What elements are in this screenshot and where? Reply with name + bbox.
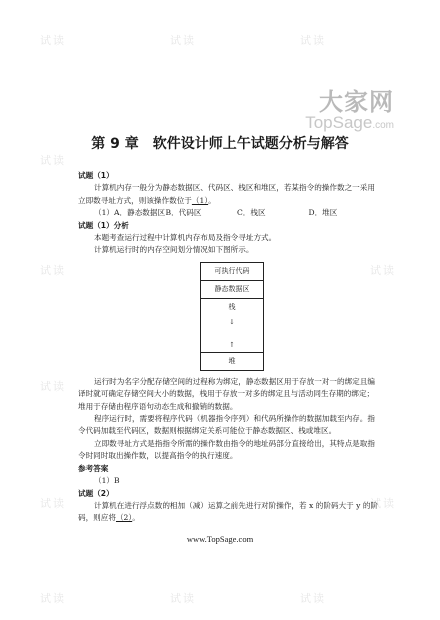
watermark: 试读	[170, 34, 196, 47]
memory-layout-diagram	[200, 262, 264, 371]
question-1-options	[78, 207, 380, 219]
option-d: D．堆区	[308, 208, 338, 218]
watermark: 试读	[370, 497, 396, 510]
option-c: C．栈区	[237, 208, 266, 218]
analysis-1-label: 试题（1）分析	[78, 220, 129, 230]
question-1-end: 。	[208, 195, 216, 205]
logo-en-name: TopSage	[305, 113, 373, 132]
chapter-title: 第 9 章 软件设计师上午试题分析与解答	[91, 136, 349, 152]
logo-cn-text: 大家网	[319, 88, 394, 116]
watermark: 试读	[40, 592, 66, 605]
watermark: 试读	[170, 592, 196, 605]
question-2-end: 。	[132, 513, 140, 523]
page-content	[78, 170, 380, 525]
question-1-label: 试题（1）	[78, 171, 114, 180]
watermark: 试读	[300, 592, 326, 605]
footer-url[interactable]: www.TopSage.com	[186, 534, 254, 544]
option-a: （1）A．静态数据区	[94, 208, 166, 218]
watermark: 试读	[40, 264, 66, 277]
analysis-1-para-2: 计算机运行时的内存空间划分情况如下图所示。	[94, 245, 254, 255]
watermark: 试读	[40, 34, 66, 47]
question-1-blank: （1）	[191, 195, 209, 205]
question-2-blank: （2）	[115, 513, 133, 523]
diagram-heap: 堆	[228, 356, 236, 365]
analysis-para-loading: 程序运行时，需要将程序代码（机器指令序列）和代码所操作的数据加载至内存。指令代码加载至代码区，数据则根据绑定关系可能位于静态数据区、栈或堆区。	[78, 414, 375, 436]
diagram-static-data: 静态数据区	[201, 281, 263, 299]
answer-1-value: （1）B	[94, 476, 120, 486]
down-arrow-icon: ↓	[229, 317, 235, 326]
logo-en-suffix: .com	[372, 120, 394, 131]
option-b: B．代码区	[165, 208, 202, 218]
diagram-code-area: 可执行代码	[201, 263, 263, 281]
analysis-para-binding: 运行时为名字分配存储空间的过程称为绑定，静态数据区用于存放一对一的绑定且编译时就可确定存储空间大小的数据，栈用于存放一对多的绑定且与活动同生存期的绑定；堆用于存储由程序语句动态生成和撤销的数据。	[78, 376, 375, 411]
question-2-body	[78, 500, 380, 525]
diagram-gap	[201, 329, 263, 339]
watermark: 试读	[370, 264, 396, 277]
question-2-text: 计算机在进行浮点数的相加（减）运算之前先进行对阶操作，若 x 的阶码大于 y 的阶码，则应将	[78, 500, 379, 523]
analysis-1-para-1: 本题考查运行过程中计算机内存布局及指令寻址方式。	[94, 233, 277, 243]
diagram-stack: 栈	[228, 302, 236, 311]
watermark: 试读	[40, 497, 66, 510]
up-arrow-icon: ↑	[201, 339, 263, 353]
question-2-label: 试题（2）	[78, 488, 114, 498]
watermark: 试读	[40, 154, 66, 167]
watermark: 试读	[300, 34, 326, 47]
logo-en-text	[305, 113, 394, 133]
answer-1-label: 参考答案	[78, 463, 109, 473]
topsage-logo	[305, 82, 394, 133]
question-1-body	[78, 182, 380, 207]
analysis-para-immediate: 立即数寻址方式是指指令所需的操作数由指令的地址码部分直接给出，其特点是取指令时同时取出操作数，以提高指令的执行速度。	[78, 438, 375, 461]
question-1-text: 计算机内存一般分为静态数据区、代码区、栈区和堆区，若某指令的操作数之一采用立即数寻址方式，则该操作数位于	[78, 183, 375, 205]
watermark: 试读	[40, 380, 66, 393]
